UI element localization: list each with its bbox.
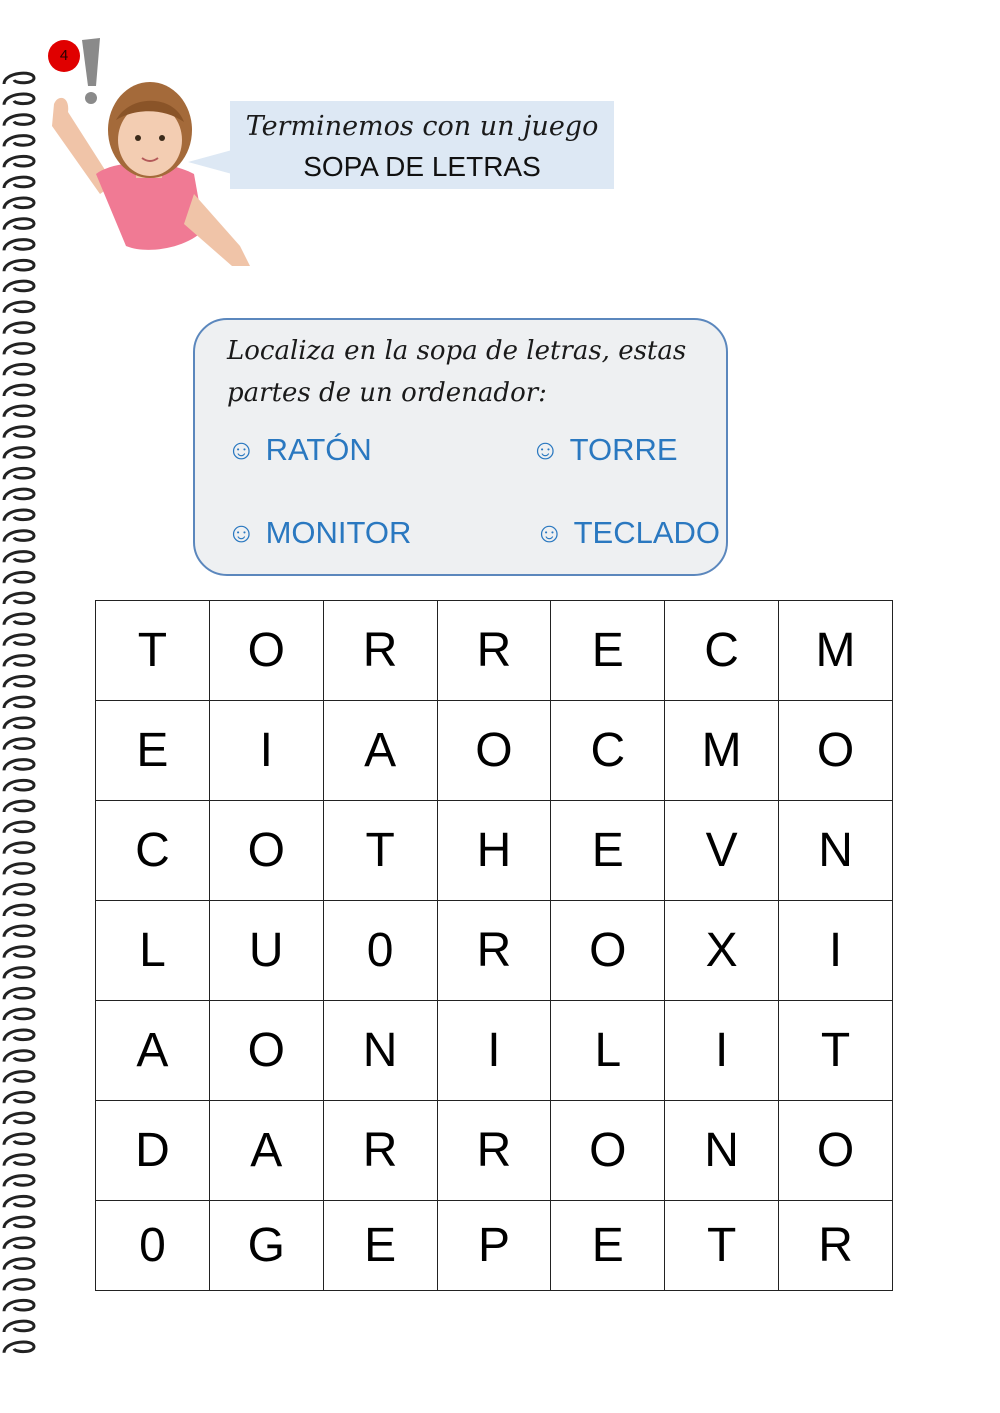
- grid-cell[interactable]: R: [779, 1201, 893, 1291]
- word-search-grid: [95, 600, 893, 1291]
- speech-line-1: Terminemos con un juego: [245, 111, 599, 142]
- instructions-line-1: Localiza en la sopa de letras, estas: [227, 336, 687, 366]
- spiral-coil: [4, 94, 34, 105]
- word-label: TORRE: [569, 432, 678, 467]
- grid-cell[interactable]: A: [96, 1001, 210, 1101]
- word-label: MONITOR: [265, 515, 412, 550]
- word-label: TECLADO: [573, 515, 721, 550]
- spiral-coil: [4, 73, 34, 84]
- grid-cell[interactable]: T: [323, 801, 437, 901]
- grid-row: [96, 801, 893, 901]
- grid-cell[interactable]: O: [779, 701, 893, 801]
- spiral-coil: [4, 1009, 34, 1020]
- spiral-coil: [4, 905, 34, 916]
- spiral-coil: [4, 1072, 34, 1083]
- spiral-coil: [4, 406, 34, 417]
- grid-row: [96, 1001, 893, 1101]
- spiral-coil: [4, 884, 34, 895]
- spiral-coil: [4, 780, 34, 791]
- grid-cell[interactable]: N: [779, 801, 893, 901]
- spiral-coil: [4, 510, 34, 521]
- smiley-icon: ☺: [227, 517, 256, 548]
- grid-cell[interactable]: R: [323, 601, 437, 701]
- grid-cell[interactable]: N: [665, 1101, 779, 1201]
- spiral-coil: [4, 1092, 34, 1103]
- word-item-torre: [531, 432, 678, 468]
- grid-cell[interactable]: T: [665, 1201, 779, 1291]
- instructions-box: [193, 318, 728, 576]
- spiral-coil: [4, 822, 34, 833]
- grid-cell[interactable]: R: [323, 1101, 437, 1201]
- spiral-coil: [4, 364, 34, 375]
- grid-cell[interactable]: L: [551, 1001, 665, 1101]
- grid-cell[interactable]: C: [96, 801, 210, 901]
- spiral-coil: [4, 1217, 34, 1228]
- grid-cell[interactable]: R: [437, 901, 551, 1001]
- spiral-coil: [4, 1280, 34, 1291]
- grid-cell[interactable]: C: [551, 701, 665, 801]
- spiral-coil: [4, 1342, 34, 1353]
- grid-cell[interactable]: O: [209, 801, 323, 901]
- grid-cell[interactable]: O: [779, 1101, 893, 1201]
- word-item-monitor: [227, 515, 411, 551]
- spiral-coil: [4, 843, 34, 854]
- grid-cell[interactable]: I: [209, 701, 323, 801]
- speech-title: SOPA DE LETRAS: [303, 151, 541, 182]
- grid-cell[interactable]: O: [437, 701, 551, 801]
- grid-cell[interactable]: 0: [96, 1201, 210, 1291]
- spiral-coil: [4, 281, 34, 292]
- grid-cell[interactable]: P: [437, 1201, 551, 1291]
- spiral-coil: [4, 448, 34, 459]
- spiral-coil: [4, 156, 34, 167]
- word-item-teclado: [535, 515, 720, 551]
- spiral-coil: [4, 593, 34, 604]
- grid-cell[interactable]: T: [96, 601, 210, 701]
- grid-cell[interactable]: C: [665, 601, 779, 701]
- speech-bubble-tail: [188, 150, 232, 174]
- spiral-coil: [4, 1259, 34, 1270]
- spiral-coil: [4, 531, 34, 542]
- grid-cell[interactable]: G: [209, 1201, 323, 1291]
- spiral-coil: [4, 427, 34, 438]
- grid-cell[interactable]: I: [779, 901, 893, 1001]
- grid-cell[interactable]: O: [209, 601, 323, 701]
- grid-cell[interactable]: 0: [323, 901, 437, 1001]
- spiral-coil: [4, 1134, 34, 1145]
- spiral-coil: [4, 760, 34, 771]
- spiral-coil: [4, 1030, 34, 1041]
- grid-cell[interactable]: M: [665, 701, 779, 801]
- grid-row: [96, 1101, 893, 1201]
- spiral-coil: [4, 801, 34, 812]
- grid-cell[interactable]: M: [779, 601, 893, 701]
- grid-cell[interactable]: H: [437, 801, 551, 901]
- spiral-coil: [4, 302, 34, 313]
- grid-row: [96, 1201, 893, 1291]
- grid-cell[interactable]: E: [323, 1201, 437, 1291]
- spiral-coil: [4, 988, 34, 999]
- spiral-coil: [4, 1176, 34, 1187]
- grid-cell[interactable]: X: [665, 901, 779, 1001]
- grid-cell[interactable]: R: [437, 601, 551, 701]
- spiral-coil: [4, 864, 34, 875]
- word-item-raton: [227, 432, 372, 468]
- spiral-coil: [4, 572, 34, 583]
- grid-row: [96, 601, 893, 701]
- spiral-coil: [4, 697, 34, 708]
- grid-cell[interactable]: E: [551, 601, 665, 701]
- spiral-coil: [4, 260, 34, 271]
- spiral-coil: [4, 198, 34, 209]
- instructions-text: [227, 330, 707, 414]
- spiral-coil: [4, 344, 34, 355]
- spiral-coil: [4, 676, 34, 687]
- spiral-coil: [4, 739, 34, 750]
- spiral-coil: [4, 489, 34, 500]
- grid-row: [96, 701, 893, 801]
- grid-cell[interactable]: N: [323, 1001, 437, 1101]
- smiley-icon: ☺: [227, 434, 256, 465]
- spiral-coil: [4, 177, 34, 188]
- spiral-binding: [0, 66, 48, 1366]
- grid-row: [96, 901, 893, 1001]
- spiral-coil: [4, 614, 34, 625]
- grid-cell[interactable]: O: [209, 1001, 323, 1101]
- word-label: RATÓN: [265, 432, 372, 467]
- grid-cell[interactable]: E: [96, 701, 210, 801]
- spiral-coil: [4, 552, 34, 563]
- grid-cell[interactable]: I: [437, 1001, 551, 1101]
- grid-cell[interactable]: I: [665, 1001, 779, 1101]
- grid-cell[interactable]: A: [323, 701, 437, 801]
- instructions-line-2: partes de un ordenador:: [227, 378, 547, 408]
- smiley-icon: ☺: [531, 434, 560, 465]
- spiral-coil: [4, 656, 34, 667]
- page-number-badge: 4: [48, 40, 80, 72]
- grid-cell[interactable]: V: [665, 801, 779, 901]
- grid-cell[interactable]: U: [209, 901, 323, 1001]
- spiral-coil: [4, 219, 34, 230]
- spiral-coil: [4, 1196, 34, 1207]
- spiral-coil: [4, 1321, 34, 1332]
- grid-cell[interactable]: A: [209, 1101, 323, 1201]
- spiral-coil: [4, 947, 34, 958]
- spiral-coil: [4, 323, 34, 334]
- spiral-coil: [4, 468, 34, 479]
- spiral-coil: [4, 136, 34, 147]
- grid-cell[interactable]: D: [96, 1101, 210, 1201]
- spiral-coil: [4, 1113, 34, 1124]
- speech-bubble: [230, 101, 614, 189]
- grid-cell[interactable]: R: [437, 1101, 551, 1201]
- grid-cell[interactable]: O: [551, 901, 665, 1001]
- smiley-icon: ☺: [535, 517, 564, 548]
- spiral-coil: [4, 635, 34, 646]
- grid-cell[interactable]: L: [96, 901, 210, 1001]
- spiral-coil: [4, 115, 34, 126]
- spiral-coil: [4, 1238, 34, 1249]
- spiral-coil: [4, 1300, 34, 1311]
- spiral-coil: [4, 1051, 34, 1062]
- grid-cell[interactable]: E: [551, 801, 665, 901]
- grid-cell[interactable]: O: [551, 1101, 665, 1201]
- spiral-coil: [4, 926, 34, 937]
- spiral-coil: [4, 718, 34, 729]
- spiral-coil: [4, 1155, 34, 1166]
- grid-cell[interactable]: E: [551, 1201, 665, 1291]
- grid-cell[interactable]: T: [779, 1001, 893, 1101]
- spiral-coil: [4, 385, 34, 396]
- spiral-coil: [4, 968, 34, 979]
- spiral-coil: [4, 240, 34, 251]
